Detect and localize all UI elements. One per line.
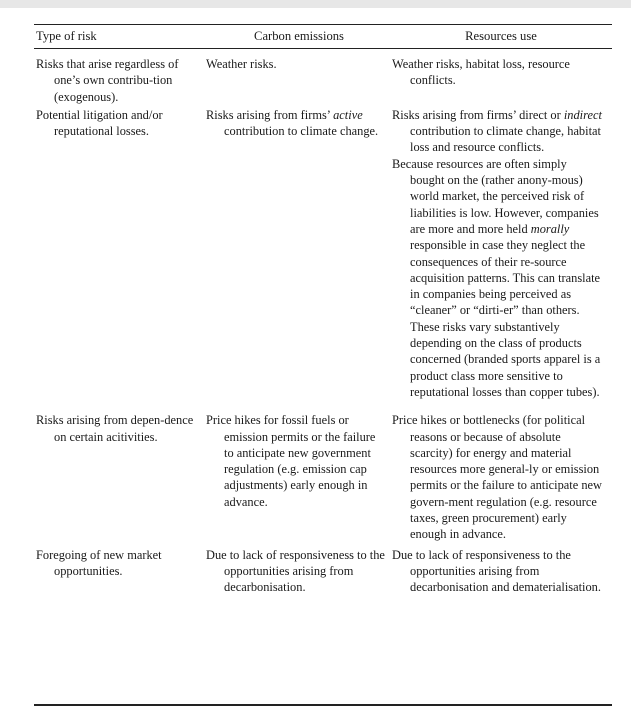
cell-type [36,547,206,596]
cell-carbon [206,105,392,412]
table-bottom-rule [34,704,612,706]
header-carbon-emissions: Carbon emissions [254,28,344,43]
cell-type [36,105,206,412]
header-type-of-risk: Type of risk [36,28,97,43]
resources-text: Price hikes or bottlenecks (for political reasons or because of absolute scarcity) for energy and material resources more general-ly or emission permits or the failure to anticipate new govern-ment regulation (e.g. resource taxes, green procurement) early enough in advance. [392,413,602,542]
cell-carbon [206,48,392,105]
resources-text: Weather risks, habitat loss, resource conflicts. [392,57,570,88]
table-row [36,48,610,105]
cell-resources [392,105,610,412]
risk-table [36,24,610,596]
carbon-text: Weather risks. [206,57,277,71]
resources-text: Due to lack of responsiveness to the opportunities arising from decarbonisation and dematerialisation. [392,547,601,595]
header-resources-use: Resources use [465,28,537,43]
risk-type-text: Risks arising from depen-dence on certain acitivities. [36,413,194,444]
cell-type [36,48,206,105]
resources-text-continued: Because resources are often simply bought on the (rather anony-mous) world market, the perceived risk of liabilities is low. However, companies are more and more held morally responsible in case they neglect the consequences of their re-source acquisition patterns. This can translate in companies being perceived as “cleaner” or “dirti-er” than others. These risks vary substantively depending on the class of products concerned (branded sports apparel is a product class more sensitive to reputational losses than copper tubes). [392,156,601,399]
cell-resources [392,547,610,596]
cell-resources [392,412,610,546]
carbon-text: Risks arising from firms’ active contribution to climate change. [206,107,379,139]
viewer-top-bar [0,0,631,8]
cell-carbon [206,547,392,596]
table-row [36,412,610,546]
table-row [36,105,610,412]
risk-type-text: Foregoing of new market opportunities. [36,547,162,578]
cell-type [36,412,206,546]
cell-carbon [206,412,392,546]
risk-type-text: Risks that arise regardless of one’s own contribu-tion (exogenous). [36,57,179,104]
document-page [0,8,631,717]
risk-type-text: Potential litigation and/or reputational losses. [36,107,163,139]
resources-text: Risks arising from firms’ direct or indirect contribution to climate change, habitat loss and resource conflicts. [392,107,602,155]
table-row [36,547,610,596]
cell-resources [392,48,610,105]
carbon-text: Due to lack of responsiveness to the opportunities arising from decarbonisation. [206,547,385,595]
carbon-text: Price hikes for fossil fuels or emission permits or the failure to anticipate new government regulation (e.g. emission cap adjustments) early enough in advance. [206,413,376,509]
table-header-row [36,24,610,48]
